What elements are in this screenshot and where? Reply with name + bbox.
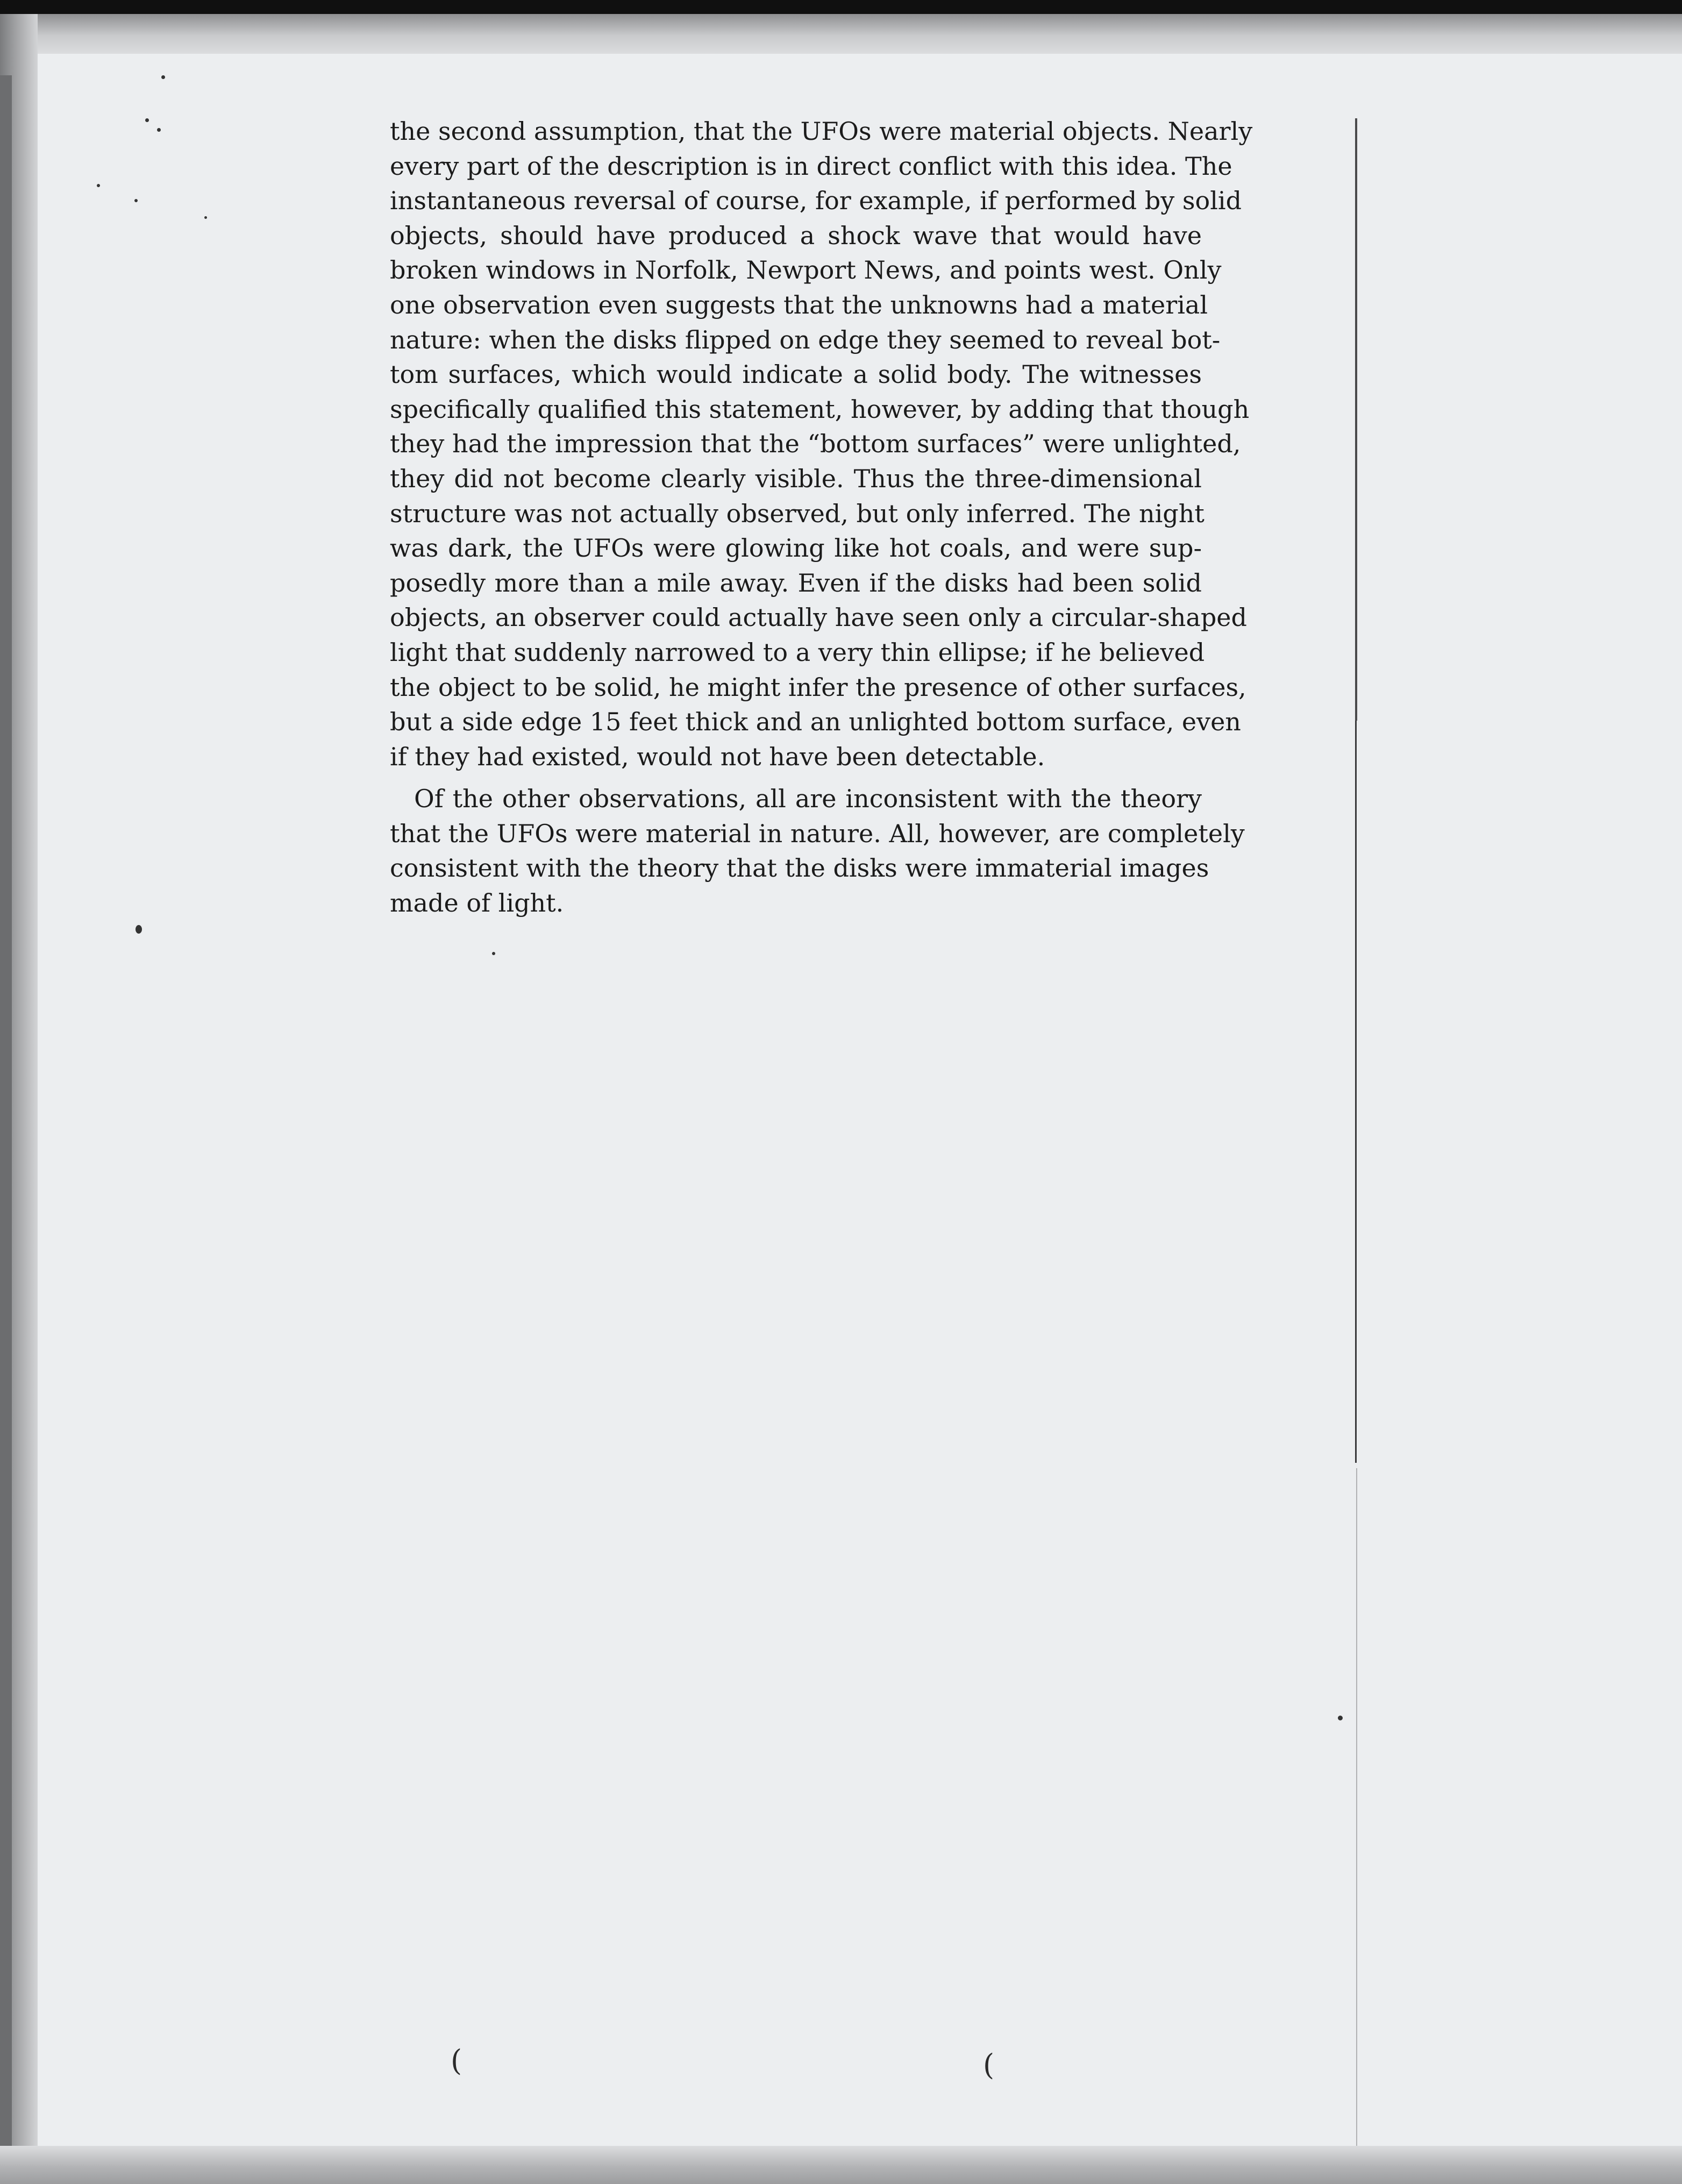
paragraph-line: broken windows in Norfolk, Newport News, and points west. Only: [390, 255, 1222, 285]
paragraph-line: consistent with the theory that the disks were immaterial images: [390, 853, 1209, 883]
dust-speck: [204, 216, 207, 219]
dust-speck: [1338, 1716, 1343, 1720]
scan-shadow-left-edge: [0, 75, 12, 2173]
margin-mark-right: (: [983, 2048, 995, 2082]
paragraph-line: but a side edge 15 feet thick and an unlighted bottom surface, even: [390, 707, 1241, 737]
paragraph-gap: [390, 774, 1202, 781]
paragraph-line: objects, should have produced a shock wave that would have: [390, 220, 1202, 250]
dust-speck: [157, 128, 161, 132]
scan-shadow-bottom: [0, 2146, 1682, 2184]
paragraph-line: was dark, the UFOs were glowing like hot coals, and were sup-: [390, 533, 1202, 563]
paragraph-line: made of light.: [390, 888, 564, 918]
paragraph-line: light that suddenly narrowed to a very thin ellipse; if he believed: [390, 637, 1205, 667]
dust-speck: [492, 952, 495, 955]
margin-mark-left: (: [451, 2044, 462, 2078]
dust-speck: [136, 925, 142, 934]
paragraph-line: the object to be solid, he might infer the presence of other surfaces,: [390, 672, 1246, 702]
paragraph-line: objects, an observer could actually have seen only a circular-shaped: [390, 603, 1247, 632]
paragraph-line: one observation even suggests that the unknowns had a material: [390, 290, 1208, 319]
paragraph-line: every part of the description is in direct conflict with this idea. The: [390, 151, 1232, 181]
paragraph-line: they had the impression that the “bottom surfaces” were unlighted,: [390, 429, 1241, 459]
dust-speck: [145, 118, 149, 122]
text-column: [390, 114, 1253, 921]
paragraph-line: nature: when the disks flipped on edge they seemed to reveal bot-: [390, 325, 1221, 354]
paragraph-line: that the UFOs were material in nature. All, however, are completely: [390, 819, 1245, 848]
paragraph-line: tom surfaces, which would indicate a solid body. The witnesses: [390, 360, 1202, 389]
paragraph-line: Of the other observations, all are inconsistent with the theory: [414, 784, 1202, 814]
dust-speck: [161, 75, 165, 79]
paragraph-line: posedly more than a mile away. Even if the disks had been solid: [390, 568, 1202, 597]
paragraph-line: structure was not actually observed, but only inferred. The night: [390, 499, 1205, 528]
margin-rule-lower: [1355, 721, 1357, 1463]
dust-speck: [134, 199, 138, 202]
document-page: [38, 54, 1682, 2146]
paragraph-line: the second assumption, that the UFOs were material objects. Nearly: [390, 117, 1253, 146]
paragraph-line: if they had existed, would not have been detectable.: [390, 742, 1045, 771]
paragraph-line: instantaneous reversal of course, for example, if performed by solid: [390, 186, 1242, 216]
margin-rule: [1355, 118, 1357, 721]
paragraph-line: specifically qualified this statement, however, by adding that though: [390, 394, 1250, 424]
margin-rule-faint: [1356, 1468, 1357, 2167]
scan-frame-top: [0, 0, 1682, 14]
paragraph-line: they did not become clearly visible. Thus the three-dimensional: [390, 464, 1202, 493]
dust-speck: [97, 184, 100, 187]
